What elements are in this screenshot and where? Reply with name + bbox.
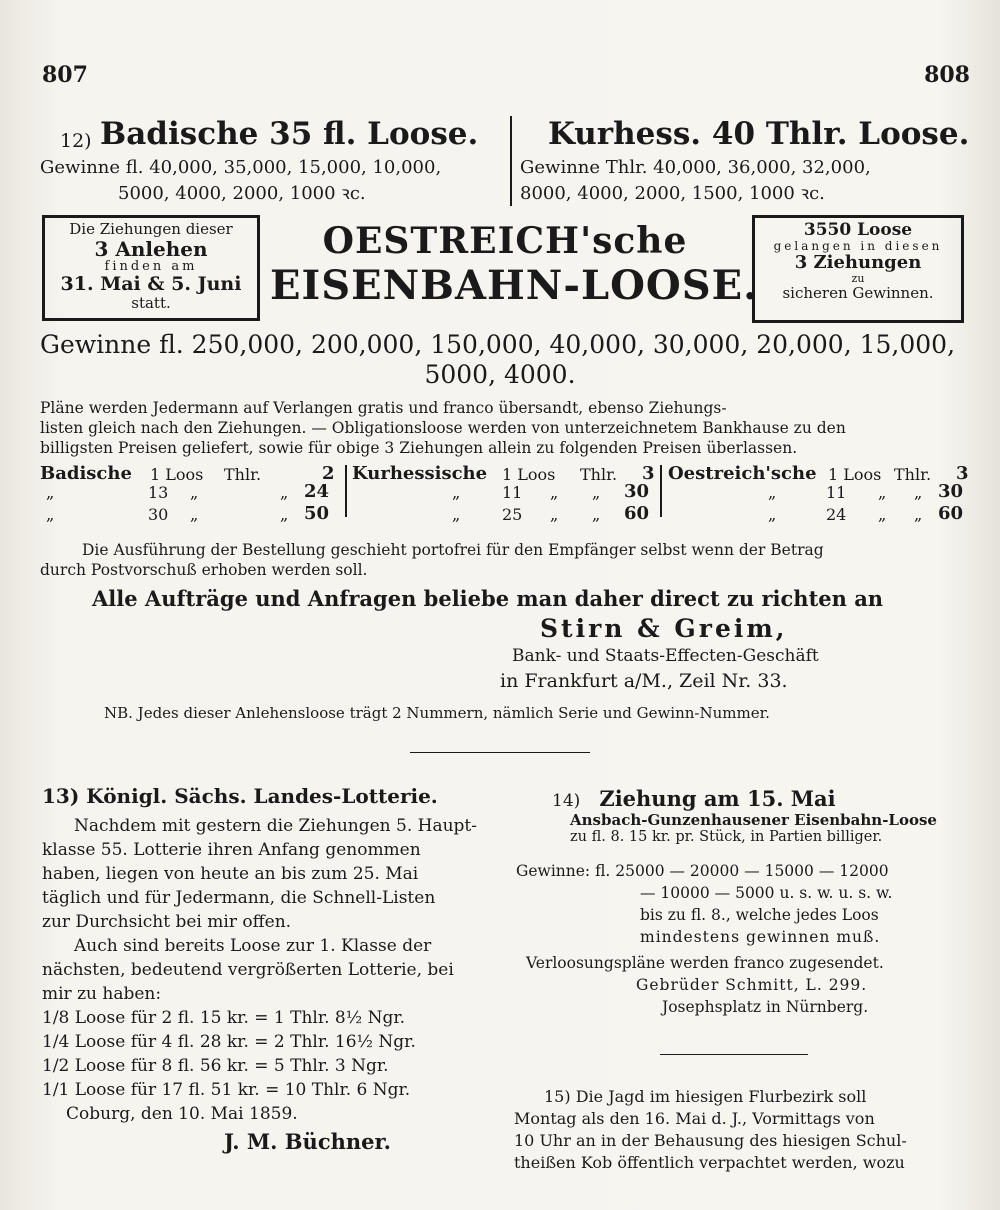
ad15-line-4: theißen Kob öffentlich verpachtet werden, wozu (514, 1153, 905, 1172)
ad13-price-3: 1/2 Loose für 8 fl. 56 kr. = 5 Thlr. 3 Ngr. (42, 1056, 389, 1076)
ad13-place-date: Coburg, den 10. Mai 1859. (66, 1104, 298, 1124)
ad13-line-8: mir zu haben: (42, 984, 162, 1004)
price-oestr-q5: „ (878, 505, 887, 524)
ad13-line-7: nächsten, bedeutend vergrößerten Lotterie, bei (42, 960, 454, 980)
ad15 (514, 1086, 966, 1174)
delivery-line-2: durch Postvorschuß erhoben werden soll. (40, 561, 368, 579)
price-kurhess-q5: „ (550, 505, 559, 524)
box-left-line-5: statt. (131, 293, 171, 312)
ad14-prizes-2: — 10000 — 5000 u. s. w. u. s. w. (640, 884, 893, 902)
ad12-paragraph (40, 398, 970, 458)
price-badische-r2-val: 24 (304, 481, 330, 502)
price-kurhess-q3: „ (592, 483, 601, 502)
price-oestr-r1-qty: 1 Loos (828, 465, 882, 484)
price-oestr-r2-val: 30 (938, 481, 964, 502)
center-title-1: OESTREICH'sche (322, 220, 688, 262)
price-divider-2 (660, 465, 662, 517)
ad12-left-title: Badische 35 fl. Loose. (100, 116, 479, 152)
main-prizes-1: Gewinne fl. 250,000, 200,000, 150,000, 40,000, 30,000, 20,000, 15,000, (40, 330, 956, 359)
section-rule (410, 752, 590, 753)
ad13-line-3: haben, liegen von heute an bis zum 25. Mai (42, 864, 419, 884)
ad13-line-5: zur Durchsicht bei mir offen. (42, 912, 292, 932)
ad13-line-6: Auch sind bereits Loose zur 1. Klasse der (74, 936, 432, 956)
box-right-line-4: zu (851, 271, 865, 285)
price-badische-q3: „ (280, 483, 289, 502)
ad12-left-prizes-1: Gewinne fl. 40,000, 35,000, 15,000, 10,000, (40, 157, 442, 178)
price-badische-r3-val: 50 (304, 503, 330, 524)
para-line-3: billigsten Preisen geliefert, sowie für obige 3 Ziehungen allein zu folgenden Preisen überlassen. (40, 439, 798, 457)
price-oestr-r1-val: 3 (956, 463, 969, 484)
price-kurhess-r3-val: 60 (624, 503, 650, 524)
price-badische-q4: „ (46, 505, 55, 524)
ad15-line-1: 15) Die Jagd im hiesigen Flurbezirk soll (544, 1087, 867, 1106)
ad14-number: 14) (552, 791, 581, 811)
price-divider-1 (345, 465, 347, 517)
price-kurhess-r2-val: 30 (624, 481, 650, 502)
ad13-heading (42, 784, 502, 808)
ad12-right-prizes-2: 8000, 4000, 2000, 1500, 1000 ꝛc. (520, 183, 825, 204)
price-kurhess-q6: „ (592, 505, 601, 524)
ad12-left-prizes-2: 5000, 4000, 2000, 1000 ꝛc. (118, 183, 366, 204)
center-title-2: EISENBAHN-LOOSE. (270, 262, 759, 309)
box-left-line-1: Die Ziehungen dieser (69, 220, 233, 238)
box-left-line-4: 31. Mai & 5. Juni (60, 272, 242, 295)
price-kurhess-r3-qty: 25 (502, 505, 523, 524)
price-badische-q1: „ (46, 483, 55, 502)
ad13-price-4: 1/1 Loose für 17 fl. 51 kr. = 10 Thlr. 6 Ngr. (42, 1080, 411, 1100)
ad13 (42, 784, 502, 1154)
price-kurhess-label: Kurhessische (352, 463, 488, 484)
ad13-title: Königl. Sächs. Landes-Lotterie. (86, 784, 438, 808)
ad14 (552, 786, 972, 845)
price-badische-r1-unit: Thlr. (224, 465, 262, 484)
page-number-left: 807 (42, 62, 88, 88)
price-kurhess-r1-unit: Thlr. (580, 465, 618, 484)
firm-name: Stirn & Greim, (540, 614, 788, 643)
price-oestr-r3-qty: 24 (826, 505, 847, 524)
page-number-right: 808 (924, 62, 970, 88)
price-oestr-q1: „ (768, 483, 777, 502)
ad12-number: 12) (60, 130, 92, 152)
lot-count-box (752, 215, 964, 323)
price-oestr-r3-val: 60 (938, 503, 964, 524)
ad14-address: Josephsplatz in Nürnberg. (662, 998, 869, 1016)
price-oestr-q4: „ (768, 505, 777, 524)
delivery-line-1: Die Ausführung der Bestellung geschieht portofrei für den Empfänger selbst wenn der Betrag (82, 541, 824, 559)
nb-note: NB. Jedes dieser Anlehensloose trägt 2 Nummern, nämlich Serie und Gewinn-Nummer. (104, 704, 770, 722)
ad14-heading (552, 786, 972, 811)
ad14-prizes-3: bis zu fl. 8., welche jedes Loos (640, 906, 879, 924)
ad14-title: Ziehung am 15. Mai (599, 786, 836, 811)
para-line-1: Pläne werden Jedermann auf Verlangen gratis und franco übersandt, ebenso Ziehungs- (40, 399, 727, 417)
price-kurhess-r1-qty: 1 Loos (502, 465, 556, 484)
price-oestr-q6: „ (914, 505, 923, 524)
ad14-prizes-1: Gewinne: fl. 25000 — 20000 — 15000 — 12000 (516, 862, 889, 880)
price-kurhess-r2-qty: 11 (502, 483, 523, 502)
price-kurhess-r1-val: 3 (642, 463, 655, 484)
price-badische-r3-qty: 30 (148, 505, 169, 524)
header-divider (510, 116, 512, 206)
ad14-sub2: zu fl. 8. 15 kr. pr. Stück, in Partien billiger. (570, 829, 883, 845)
price-badische-r1-val: 2 (322, 463, 335, 484)
ad15-line-3: 10 Uhr an in der Behausung des hiesigen Schul- (514, 1131, 907, 1150)
price-oestr-label: Oestreich'sche (668, 463, 817, 484)
price-badische-q5: „ (190, 505, 199, 524)
ad13-price-1: 1/8 Loose für 2 fl. 15 kr. = 1 Thlr. 8½ Ngr. (42, 1008, 406, 1028)
box-right-line-5: sicheren Gewinnen. (782, 283, 934, 302)
price-oestr-q2: „ (878, 483, 887, 502)
ad12-right-prizes-1: Gewinne Thlr. 40,000, 36,000, 32,000, (520, 157, 871, 178)
draw-dates-box (42, 215, 260, 321)
price-badische-r2-qty: 13 (148, 483, 169, 502)
ad13-line-1: Nachdem mit gestern die Ziehungen 5. Haupt- (74, 816, 478, 836)
box-right-line-1: 3550 Loose (803, 220, 913, 240)
ad12-right-title: Kurhess. 40 Thlr. Loose. (548, 116, 970, 152)
orders-line: Alle Aufträge und Anfragen beliebe man daher direct zu richten an (92, 586, 884, 611)
box-right-line-2: gelangen in diesen (773, 238, 943, 253)
firm-address: in Frankfurt a/M., Zeil Nr. 33. (500, 670, 788, 692)
price-badische-label: Badische (40, 463, 132, 484)
price-kurhess-q1: „ (452, 483, 461, 502)
ad14-plans: Verloosungspläne werden franco zugesendet. (526, 954, 884, 972)
price-kurhess-q2: „ (550, 483, 559, 502)
ad13-body (42, 814, 502, 1154)
box-left-line-3: finden am (104, 258, 198, 274)
price-oestr-r1-unit: Thlr. (894, 465, 932, 484)
para-line-2: listen gleich nach den Ziehungen. — Obligationsloose werden von unterzeichnetem Bankhause zu den (40, 419, 846, 437)
price-badische-r1-qty: 1 Loos (150, 465, 204, 484)
ad13-line-2: klasse 55. Lotterie ihren Anfang genommen (42, 840, 421, 860)
main-prizes-2: 5000, 4000. (424, 360, 576, 389)
ad15-line-2: Montag als den 16. Mai d. J., Vormittags von (514, 1109, 875, 1128)
ad14-prizes-4: mindestens gewinnen muß. (640, 928, 881, 946)
box-left-line-2: 3 Anlehen (94, 236, 208, 261)
price-table (40, 463, 970, 531)
price-oestr-q3: „ (914, 483, 923, 502)
box-right-line-3: 3 Ziehungen (794, 251, 922, 273)
ad13-line-4: täglich und für Jedermann, die Schnell-Listen (42, 888, 436, 908)
price-badische-q6: „ (280, 505, 289, 524)
price-badische-q2: „ (190, 483, 199, 502)
ad14-firm: Gebrüder Schmitt, L. 299. (636, 976, 868, 994)
firm-description: Bank- und Staats-Effecten-Geschäft (512, 646, 819, 666)
ad13-signature: J. M. Büchner. (224, 1129, 391, 1154)
ad14-subtitle: Ansbach-Gunzenhausener Eisenbahn-Loose (570, 811, 937, 829)
price-kurhess-q4: „ (452, 505, 461, 524)
ad13-price-2: 1/4 Loose für 4 fl. 28 kr. = 2 Thlr. 16½ Ngr. (42, 1032, 416, 1052)
price-oestr-r2-qty: 11 (826, 483, 847, 502)
ad14-rule (660, 1054, 808, 1055)
ad13-number: 13) (42, 784, 80, 808)
ad14-prizes (516, 860, 966, 1018)
